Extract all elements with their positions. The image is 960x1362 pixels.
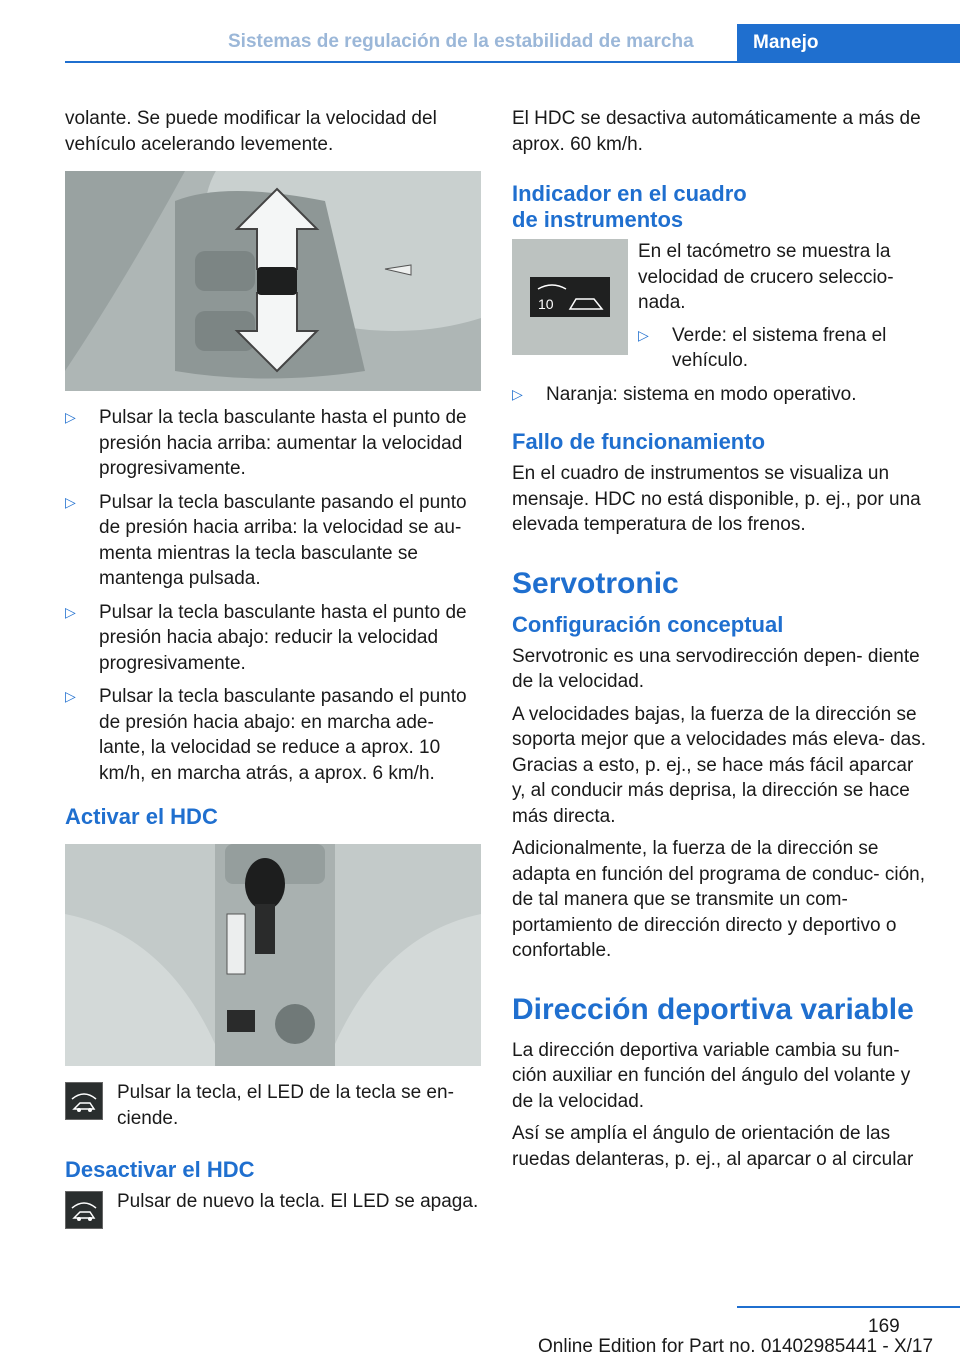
list-item: ▷ Verde: el sistema frena el vehículo. — [638, 324, 887, 371]
hdc-button-icon — [65, 1082, 103, 1120]
header-rule — [65, 61, 960, 63]
footer-rule — [737, 1306, 960, 1308]
left-column — [65, 106, 481, 1225]
concept-paragraph-3: Adicionalmente, la fuerza de la dirección se adapta en función del programa de conduc- ción, de tal manera que se transmite un com- portamiento de dirección directo y deportivo o confortable. — [512, 838, 925, 961]
right-column — [512, 106, 930, 1179]
concept-heading: Configuración conceptual — [512, 611, 784, 637]
indicator-block — [512, 239, 930, 382]
deactivate-hdc-row — [65, 1189, 481, 1215]
tachometer-indicator-figure — [512, 239, 628, 355]
triangle-bullet-icon: ▷ — [638, 326, 649, 343]
right-intro: El HDC se desactiva automáticamente a más de aprox. 60 km/h. — [512, 108, 921, 155]
activate-hdc-heading: Activar el HDC — [65, 804, 218, 829]
indicator-list-continued — [512, 382, 930, 408]
header-section-title: Sistemas de regulación de la estabilidad de marcha — [228, 31, 694, 52]
list-item: ▷ Naranja: sistema en modo operativo. — [512, 382, 930, 408]
indicator-list — [638, 323, 930, 374]
list-item: ▷ Pulsar la tecla basculante hasta el punto de presión hacia arriba: aumentar la velocidad progresivamente. — [65, 407, 467, 479]
malfunction-text: En el cuadro de instrumentos se visualiza un mensaje. HDC no está disponible, p. ej., por una elevada temperatura de los frenos. — [512, 463, 921, 535]
activate-hdc-row — [65, 1080, 481, 1131]
indicator-heading: Indicador en el cuadro de instrumentos — [512, 181, 747, 232]
list-item: ▷ Pulsar la tecla basculante hasta el punto de presión hacia abajo: reducir la velocidad progresivamente. — [65, 601, 467, 674]
edition-footer: Online Edition for Part no. 01402985441 - X/17 — [538, 1336, 934, 1357]
center-console-figure — [65, 844, 481, 1066]
triangle-bullet-icon: ▷ — [65, 493, 76, 510]
deactivate-hdc-text: Pulsar de nuevo la tecla. El LED se apaga. — [117, 1191, 479, 1212]
hdc-button-icon — [65, 1191, 103, 1229]
indicator-text: En el tacómetro se muestra la velocidad de crucero seleccio- nada. — [638, 241, 894, 313]
triangle-bullet-icon: ▷ — [65, 409, 76, 425]
left-intro: volante. Se puede modificar la velocidad del vehículo acelerando levemente. — [65, 108, 437, 155]
steering-wheel-figure — [65, 171, 481, 391]
list-item: ▷ Pulsar la tecla basculante pasando el punto de presión hacia arriba: la velocidad se au- menta mientras la tecla basculante se mantenga pulsada. — [65, 491, 467, 589]
variable-steering-heading: Dirección deportiva variable — [512, 992, 914, 1026]
triangle-bullet-icon: ▷ — [512, 385, 523, 402]
triangle-bullet-icon: ▷ — [65, 603, 76, 620]
rocker-switch-list — [65, 405, 481, 786]
concept-paragraph-2: A velocidades bajas, la fuerza de la dirección se soporta mejor que a velocidades más eleva- das. Gracias a esto, p. ej., se hace más fácil aparcar y, al conducir más deprisa, la dirección se hace más directa. — [512, 703, 927, 827]
header-chapter-tab: Manejo — [737, 24, 960, 62]
malfunction-heading: Fallo de funcionamiento — [512, 429, 766, 454]
variable-paragraph-2: Así se amplía el ángulo de orientación de las ruedas delanteras, p. ej., al aparcar o al circular — [512, 1123, 914, 1170]
servotronic-heading: Servotronic — [512, 566, 679, 600]
deactivate-hdc-heading: Desactivar el HDC — [65, 1157, 255, 1182]
list-item: ▷ Pulsar la tecla basculante pasando el punto de presión hacia abajo: en marcha ade- lante, la velocidad se reduce a aprox. 10 km/h, en marcha atrás, a aprox. 6 km/h. — [65, 686, 467, 784]
page-number: 169 — [868, 1316, 900, 1337]
activate-hdc-text: Pulsar la tecla, el LED de la tecla se en- ciende. — [117, 1082, 454, 1129]
variable-paragraph-1: La dirección deportiva variable cambia su fun- ción auxiliar en función del ángulo del volante y de la velocidad. — [512, 1039, 911, 1112]
triangle-bullet-icon: ▷ — [65, 688, 76, 704]
indicator-number: 10 — [538, 296, 554, 312]
concept-paragraph-1: Servotronic es una servodirección depen- diente de la velocidad. — [512, 645, 920, 692]
